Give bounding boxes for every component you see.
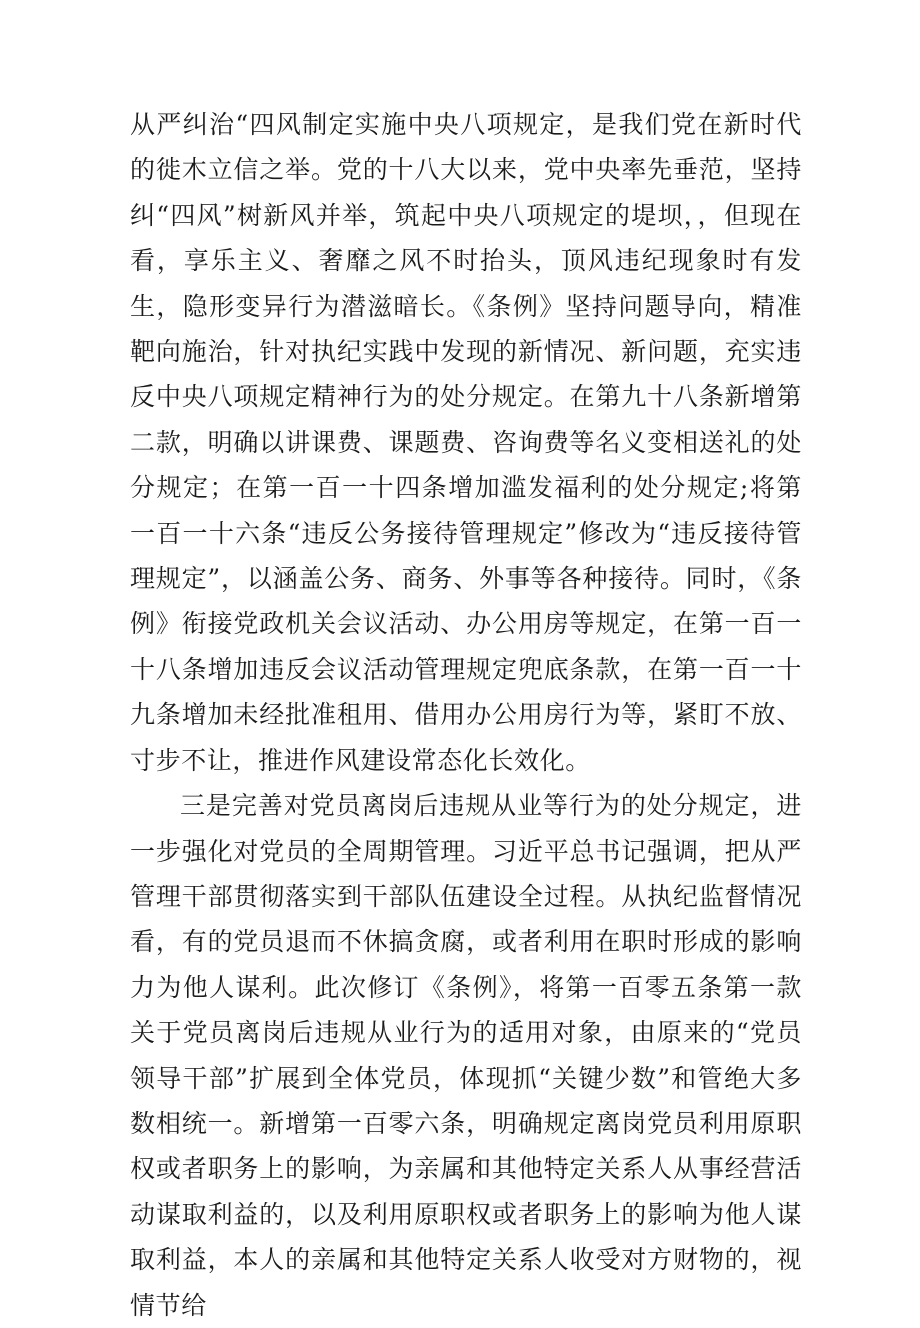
paragraph-continuation: 从严纠治“四风制定实施中央八项规定，是我们党在新时代的徙木立信之举。党的十八大以来，党中央率先垂范，坚持纠“四风”树新风并举，筑起中央八项规定的堤坝，，但现在看，享乐主义、奢靡之风不时抬头，顶风违纪现象时有发生，隐形变异行为潜滋暗长。《条例》坚持问题导向，精准靶向施治，针对执纪实践中发现的新情况、新问题，充实违反中央八项规定精神行为的处分规定。在第九十八条新增第二款，明确以讲课费、课题费、咨询费等名义变相送礼的处分规定；在第一百一十四条增加滥发福利的处分规定;将第一百一十六条“违反公务接待管理规定”修改为“违反接待管理规定”，以涵盖公务、商务、外事等各种接待。同时，《条例》衔接党政机关会议活动、办公用房等规定，在第一百一十八条增加违反会议活动管理规定兜底条款，在第一百一十九条增加未经批准租用、借用办公用房行为等，紧盯不放、寸步不让，推进作风建设常态化长效化。 [130, 110, 802, 775]
paragraph-third-point: 三是完善对党员离岗后违规从业等行为的处分规定，进一步强化对党员的全周期管理。习近平总书记强调，把从严管理干部贯彻落实到干部队伍建设全过程。从执纪监督情况看，有的党员退而不休搞贪腐，或者利用在职时形成的影响力为他人谋利。此次修订《条例》，将第一百零五条第一款关于党员离岗后违规从业行为的适用对象，由原来的“党员领导干部”扩展到全体党员，体现抓“关键少数”和管绝大多数相统一。新增第一百零六条，明确规定离岗党员利用原职权或者职务上的影响，为亲属和其他特定关系人从事经营活动谋取利益的，以及利用原职权或者职务上的影响为他人谋取利益，本人的亲属和其他特定关系人收受对方财物的，视情节给 [130, 791, 802, 1320]
document-body [130, 102, 802, 1328]
